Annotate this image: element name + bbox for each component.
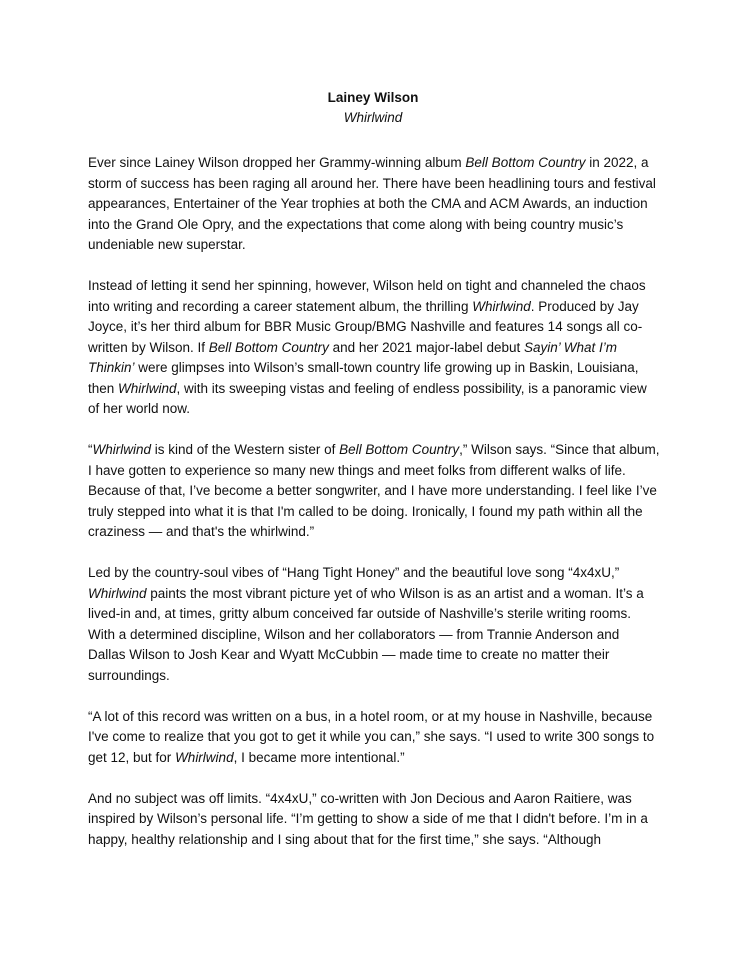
- body-paragraph: [88, 440, 660, 543]
- italic-title-text: Whirlwind: [88, 585, 147, 601]
- paragraph-text: , I became more intentional.”: [233, 749, 405, 765]
- body-paragraph: [88, 153, 660, 256]
- body-paragraph: [88, 789, 660, 851]
- body-paragraph: [88, 707, 660, 769]
- italic-title-text: Whirlwind: [92, 442, 152, 457]
- body-paragraph: [88, 276, 660, 420]
- document-header: [88, 88, 658, 128]
- italic-title-text: Whirlwind: [472, 298, 531, 314]
- paragraph-text: “: [88, 442, 93, 457]
- paragraph-text: and her 2021 major-label debut: [328, 339, 524, 355]
- paragraph-text: is kind of the Western sister of: [151, 442, 340, 457]
- paragraph-text: were glimpses into Wilson’s small-town country life growing up in Baskin, Louisiana, then: [88, 360, 639, 396]
- italic-title-text: Whirlwind: [175, 749, 234, 765]
- paragraph-text: Led by the country-soul vibes of “Hang Tight Honey” and the beautiful love song “4x4xU,”: [88, 565, 620, 580]
- document-body: [88, 153, 658, 850]
- paragraph-text: , with its sweeping vistas and feeling of endless possibility, is a panoramic view of her world now.: [88, 380, 647, 416]
- body-paragraph: [88, 563, 660, 686]
- paragraph-text: . Produced by Jay Joyce, it’s her third album for BBR Music Group/BMG Nashville and features 14 songs all co-written by Wilson. If: [88, 298, 643, 355]
- italic-title-text: Bell Bottom Country: [339, 442, 460, 457]
- italic-title-text: Sayin’ What I’m Thinkin’: [88, 339, 618, 375]
- paragraph-text: Ever since Lainey Wilson dropped her Grammy-winning album: [88, 155, 466, 170]
- album-title: Whirlwind: [343, 110, 403, 125]
- artist-name: Lainey Wilson: [327, 90, 419, 105]
- paragraph-text: paints the most vibrant picture yet of who Wilson is as an artist and a woman. It’s a lived-in and, at times, gritty album conceived far outside of Nashville’s sterile writing rooms. With a determined discipline, Wilson and her collaborators — from Trannie Anderson and Dallas Wilson to Josh Kear and Wyatt McCubbin — made time to create no matter their surroundings.: [88, 585, 644, 683]
- paragraph-text: ,” Wilson says. “Since that album, I have gotten to experience so many new things and meet folks from different walks of life. Because of that, I’ve become a better songwriter, and I have more understanding. I feel like I’ve truly stepped into what it is that I'm called to be doing. Ironically, I found my path within all the craziness — and that's the whirlwind.”: [88, 442, 660, 539]
- italic-title-text: Bell Bottom Country: [465, 155, 586, 170]
- paragraph-text: Instead of letting it send her spinning, however, Wilson held on tight and channeled the chaos into writing and recording a career statement album, the thrilling: [88, 278, 646, 314]
- paragraph-text: in 2022, a storm of success has been raging all around her. There have been headlining tours and festival appearances, Entertainer of the Year trophies at both the CMA and ACM Awards, an induction into the Grand Ole Opry, and the expectations that come along with being country music’s undeniable new superstar.: [88, 155, 656, 252]
- paragraph-text: And no subject was off limits. “4x4xU,” co-written with Jon Decious and Aaron Raitiere, was inspired by Wilson’s personal life. “I’m getting to show a side of me that I didn't before. I’m in a happy, healthy relationship and I sing about that for the first time,” she says. “Although: [88, 790, 648, 847]
- italic-title-text: Whirlwind: [118, 380, 177, 396]
- italic-title-text: Bell Bottom Country: [208, 339, 329, 355]
- paragraph-text: “A lot of this record was written on a bus, in a hotel room, or at my house in Nashville, because I've come to realize that you got to get it while you can,” she says. “I used to write 300 songs to get 12, but for: [88, 708, 655, 765]
